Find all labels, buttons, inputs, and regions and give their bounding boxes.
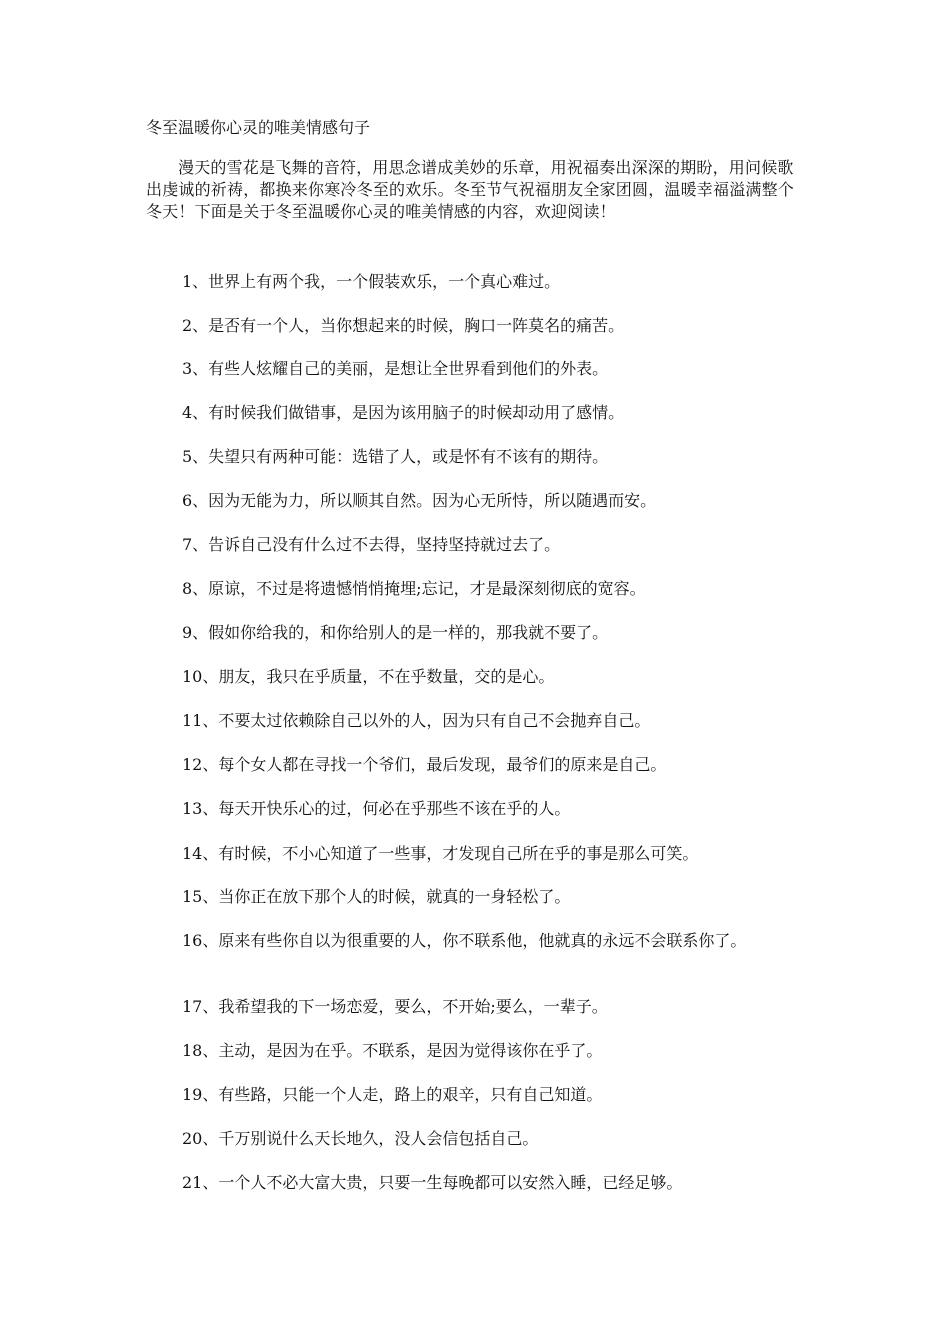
intro-paragraph: 漫天的雪花是飞舞的音符，用思念谱成美妙的乐章，用祝福奏出深深的期盼，用问候歌出虔诚的祈祷，都换来你寒冷冬至的欢乐。冬至节气祝福朋友全家团圆，温暖幸福溢满整个冬天！下面是关于冬至温暖你心灵的唯美情感的内容，欢迎阅读！ <box>146 158 795 221</box>
list-item: 3、有些人炫耀自己的美丽，是想让全世界看到他们的外表。 <box>182 359 609 378</box>
list-item: 1、世界上有两个我，一个假装欢乐，一个真心难过。 <box>182 272 561 291</box>
list-item: 14、有时候，不小心知道了一些事，才发现自己所在乎的事是那么可笑。 <box>182 844 699 863</box>
list-item: 8、原谅，不过是将遗憾悄悄掩埋;忘记，才是最深刻彻底的宽容。 <box>182 579 646 598</box>
list-item: 10、朋友，我只在乎质量，不在乎数量，交的是心。 <box>182 667 555 686</box>
list-item: 13、每天开快乐心的过，何必在乎那些不该在乎的人。 <box>182 799 571 818</box>
list-item: 6、因为无能为力，所以顺其自然。因为心无所恃，所以随遇而安。 <box>182 491 657 510</box>
list-item: 11、不要太过依赖除自己以外的人，因为只有自己不会抛弃自己。 <box>182 711 651 730</box>
list-item: 20、千万别说什么天长地久，没人会信包括自己。 <box>182 1129 539 1148</box>
list-item: 7、告诉自己没有什么过不去得，坚持坚持就过去了。 <box>182 535 561 554</box>
list-item: 4、有时候我们做错事，是因为该用脑子的时候却动用了感情。 <box>182 403 625 422</box>
list-item: 17、我希望我的下一场恋爱，要么，不开始;要么，一辈子。 <box>182 997 608 1016</box>
list-item: 12、每个女人都在寻找一个爷们，最后发现，最爷们的原来是自己。 <box>182 755 667 774</box>
list-item: 15、当你正在放下那个人的时候，就真的一身轻松了。 <box>182 887 571 906</box>
list-item: 21、一个人不必大富大贵，只要一生每晚都可以安然入睡，已经足够。 <box>182 1173 683 1192</box>
list-item: 2、是否有一个人，当你想起来的时候，胸口一阵莫名的痛苦。 <box>182 316 625 335</box>
document-title: 冬至温暖你心灵的唯美情感句子 <box>146 118 371 137</box>
list-item: 18、主动，是因为在乎。不联系，是因为觉得该你在乎了。 <box>182 1041 603 1060</box>
list-item: 16、原来有些你自以为很重要的人，你不联系他，他就真的永远不会联系你了。 <box>182 931 747 950</box>
list-item: 9、假如你给我的，和你给别人的是一样的，那我就不要了。 <box>182 623 609 642</box>
list-item: 19、有些路，只能一个人走，路上的艰辛，只有自己知道。 <box>182 1085 603 1104</box>
list-item: 5、失望只有两种可能：选错了人，或是怀有不该有的期待。 <box>182 447 609 466</box>
